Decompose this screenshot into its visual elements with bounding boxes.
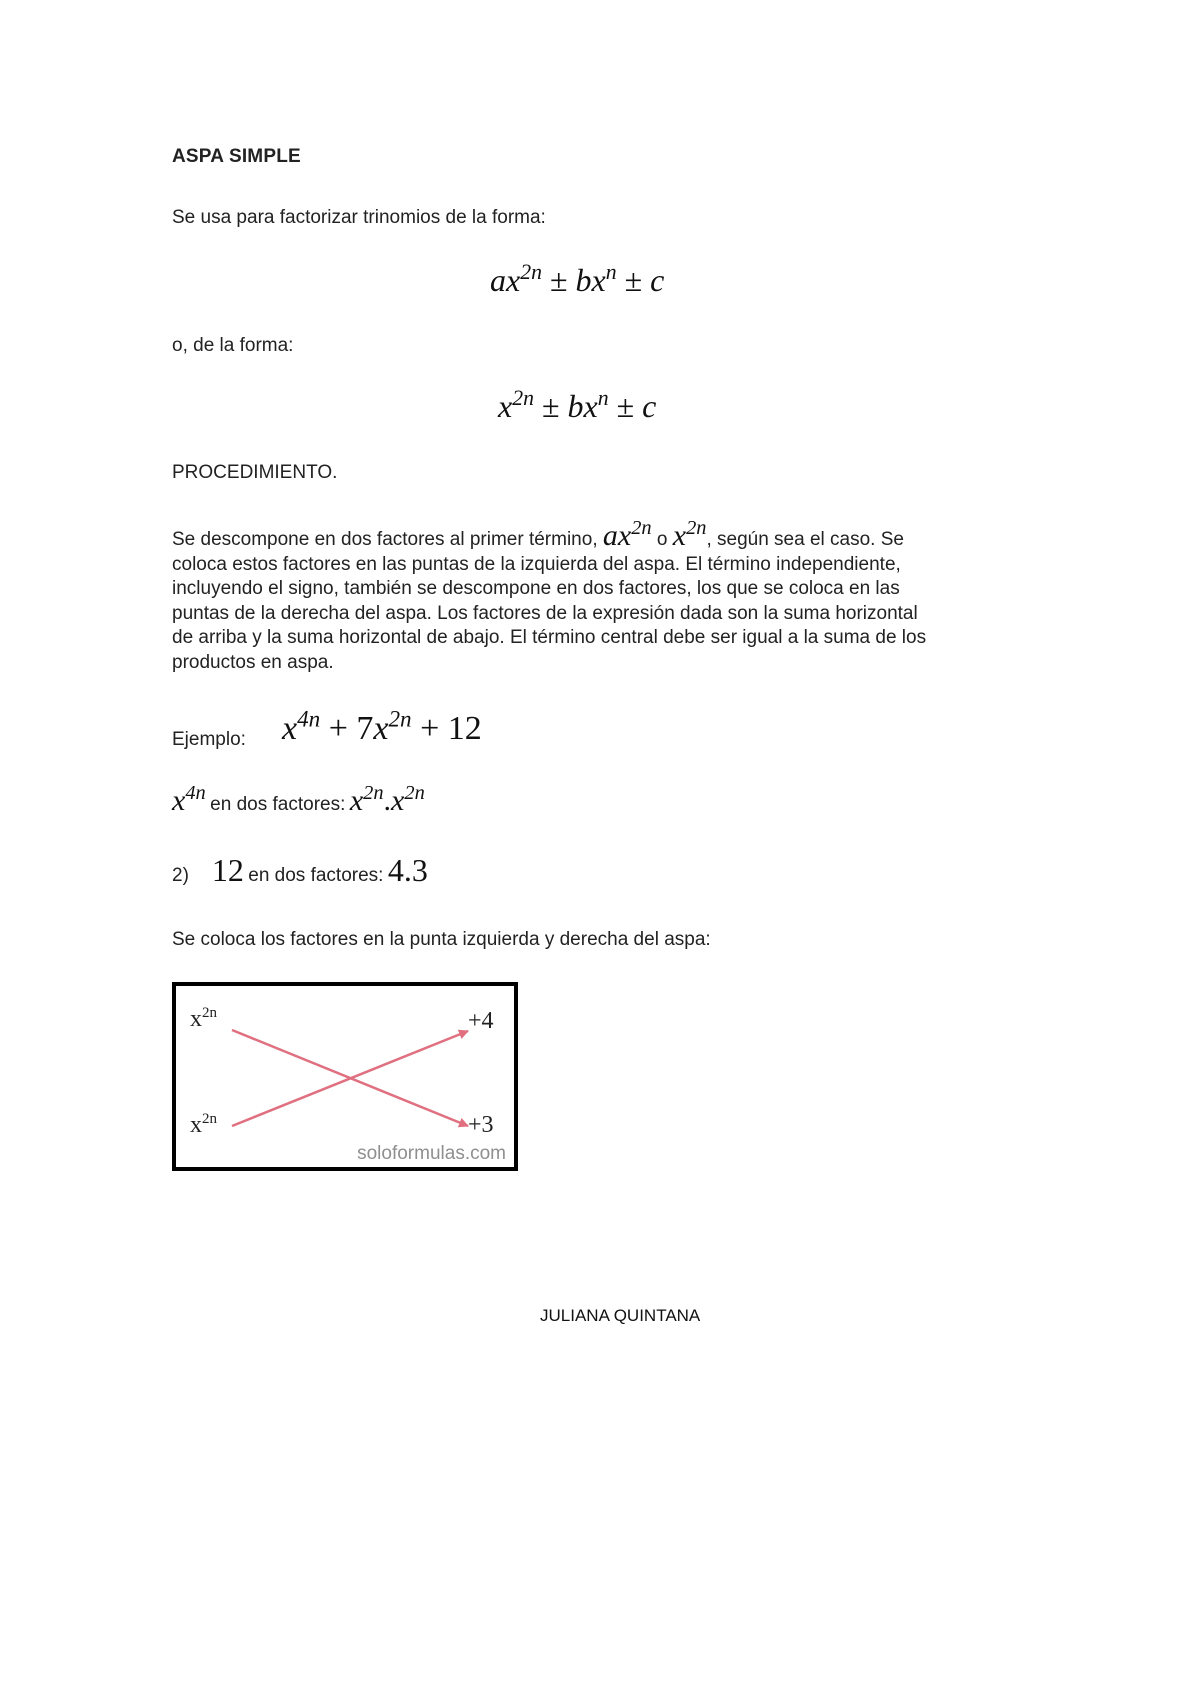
step-2-factors: 4.3 [387, 852, 428, 888]
aspa-bottom-right: +3 [468, 1112, 494, 1138]
formula-monic-trinomial: $x^{2n} \pm bx^n \pm c$ [498, 386, 657, 424]
author-name: JULIANA QUINTANA [540, 1306, 701, 1325]
step-2 [172, 852, 428, 889]
aspa-diagram [172, 982, 518, 1171]
example-expression: $x^{4n} + 7x^{2n} + 12$ [282, 706, 482, 747]
example-label: Ejemplo: [172, 729, 246, 750]
placement-text: Se coloca los factores en la punta izquierda y derecha del aspa: [172, 929, 711, 950]
step-1-text: en dos factores: [210, 794, 346, 815]
alt-form-text: o, de la forma: [172, 335, 294, 356]
step-1 [172, 781, 425, 818]
aspa-top-right: +4 [468, 1008, 494, 1034]
procedure-line-2: coloca estos factores en las puntas de la izquierda del aspa. El término independiente, [172, 553, 901, 575]
procedure-line-1: Se descompone en dos factores al primer término, $ax^{2n}$ o $x^{2n}$, según sea el caso. Se [172, 516, 904, 552]
step-2-text: en dos factores: [248, 865, 384, 886]
intro-text: Se usa para factorizar trinomios de la forma: [172, 207, 546, 228]
procedure-paragraph [172, 516, 1032, 675]
formula-general-trinomial: $ax^{2n} \pm bx^n \pm c$ [490, 260, 665, 298]
procedure-line-5: de arriba y la suma horizontal de abajo. El término central debe ser igual a la suma de los [172, 627, 927, 648]
page-title: ASPA SIMPLE [172, 146, 301, 167]
step-1-term: $x^{4n}$ [172, 781, 206, 817]
procedure-heading: PROCEDIMIENTO. [172, 462, 338, 483]
procedure-line-3: incluyendo el signo, también se descompone en dos factores, los que se coloca en las [172, 578, 900, 599]
aspa-top-left: $x^{2n}$ [190, 1005, 217, 1032]
step-2-value: 12 [211, 852, 244, 888]
aspa-bottom-left: $x^{2n}$ [190, 1111, 217, 1138]
step-1-factors: $x^{2n}.x^{2n}$ [349, 781, 425, 817]
term-x2n: $x^{2n}$ [672, 516, 707, 552]
aspa-arrows [176, 986, 514, 1167]
procedure-line-6: productos en aspa. [172, 651, 334, 673]
step-2-number: 2) [172, 865, 189, 886]
procedure-line-4: puntas de la derecha del aspa. Los factores de la expresión dada son la suma horizontal [172, 602, 918, 624]
term-ax2n: $ax^{2n}$ [602, 516, 652, 552]
watermark: soloformulas.com [357, 1143, 506, 1164]
